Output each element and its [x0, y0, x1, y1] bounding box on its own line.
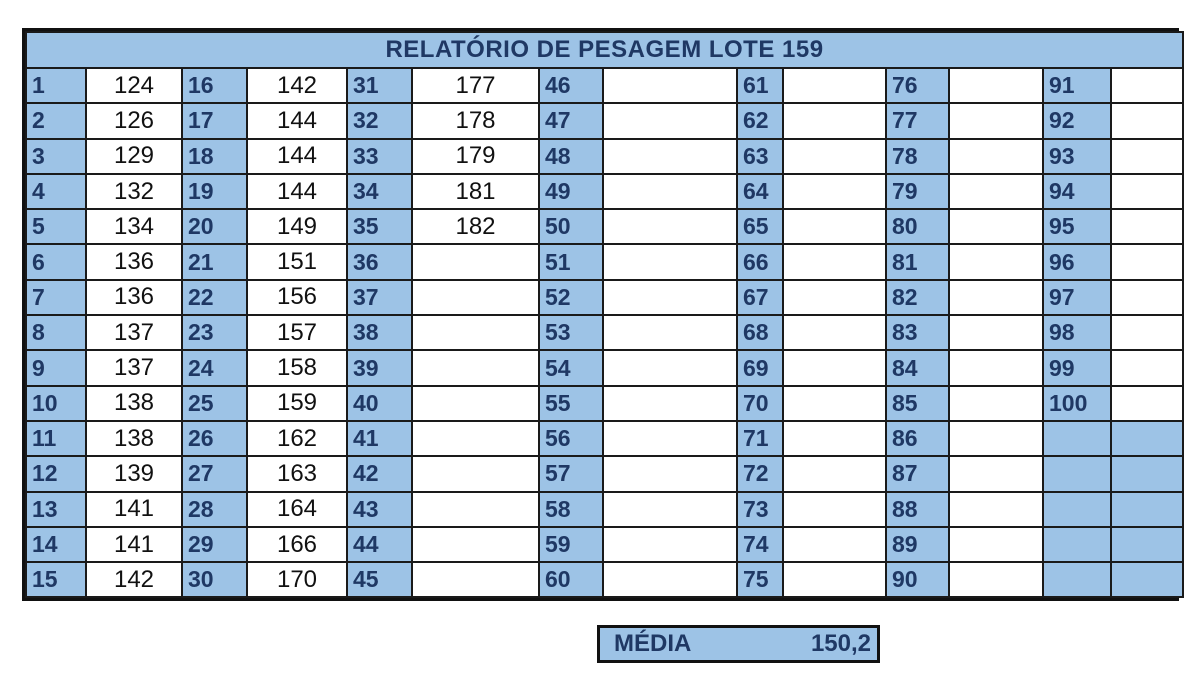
- empty-cell: [1111, 456, 1183, 491]
- weight-cell: [783, 315, 886, 350]
- table-row: [26, 209, 1183, 244]
- item-number: 45: [347, 562, 412, 597]
- weight-cell: [1111, 103, 1183, 138]
- weight-cell: [949, 68, 1043, 103]
- item-number: 79: [886, 174, 949, 209]
- item-number: 35: [347, 209, 412, 244]
- item-number: 82: [886, 280, 949, 315]
- average-label: MÉDIA: [614, 630, 692, 657]
- item-number: 88: [886, 492, 949, 527]
- item-number: 44: [347, 527, 412, 562]
- weight-cell: 179: [412, 139, 539, 174]
- table-row: [26, 527, 1183, 562]
- item-number: 62: [737, 103, 783, 138]
- item-number: 63: [737, 139, 783, 174]
- weight-cell: [412, 386, 539, 421]
- item-number: 15: [26, 562, 86, 597]
- item-number: 12: [26, 456, 86, 491]
- table-row: [26, 103, 1183, 138]
- weight-cell: [603, 492, 737, 527]
- weight-cell: 139: [86, 456, 182, 491]
- item-number: 17: [182, 103, 247, 138]
- weight-cell: 129: [86, 139, 182, 174]
- item-number: 19: [182, 174, 247, 209]
- empty-cell: [1111, 421, 1183, 456]
- weight-cell: [783, 421, 886, 456]
- item-number: 72: [737, 456, 783, 491]
- weight-cell: 137: [86, 315, 182, 350]
- weight-cell: [783, 562, 886, 597]
- item-number: 6: [26, 244, 86, 279]
- item-number: 93: [1043, 139, 1111, 174]
- empty-cell: [1043, 456, 1111, 491]
- weight-cell: [412, 562, 539, 597]
- empty-cell: [1043, 492, 1111, 527]
- item-number: 9: [26, 350, 86, 385]
- item-number: 33: [347, 139, 412, 174]
- weight-cell: 138: [86, 421, 182, 456]
- weight-cell: [412, 350, 539, 385]
- item-number: 74: [737, 527, 783, 562]
- weight-cell: [949, 244, 1043, 279]
- weight-cell: 137: [86, 350, 182, 385]
- item-number: 4: [26, 174, 86, 209]
- empty-cell: [1111, 562, 1183, 597]
- item-number: 83: [886, 315, 949, 350]
- item-number: 55: [539, 386, 603, 421]
- item-number: 77: [886, 103, 949, 138]
- item-number: 20: [182, 209, 247, 244]
- weight-cell: [603, 139, 737, 174]
- item-number: 34: [347, 174, 412, 209]
- item-number: 60: [539, 562, 603, 597]
- item-number: 80: [886, 209, 949, 244]
- weight-cell: [603, 209, 737, 244]
- item-number: 43: [347, 492, 412, 527]
- weight-cell: 126: [86, 103, 182, 138]
- item-number: 65: [737, 209, 783, 244]
- item-number: 29: [182, 527, 247, 562]
- table-row: [26, 456, 1183, 491]
- item-number: 90: [886, 562, 949, 597]
- item-number: 18: [182, 139, 247, 174]
- weight-cell: 142: [247, 68, 347, 103]
- item-number: 71: [737, 421, 783, 456]
- weight-cell: 134: [86, 209, 182, 244]
- weight-cell: [783, 103, 886, 138]
- item-number: 61: [737, 68, 783, 103]
- item-number: 89: [886, 527, 949, 562]
- item-number: 84: [886, 350, 949, 385]
- item-number: 8: [26, 315, 86, 350]
- weight-cell: [412, 527, 539, 562]
- item-number: 38: [347, 315, 412, 350]
- item-number: 68: [737, 315, 783, 350]
- item-number: 10: [26, 386, 86, 421]
- weight-cell: [949, 103, 1043, 138]
- weight-cell: [949, 456, 1043, 491]
- weighing-report-sheet: [22, 28, 1179, 601]
- item-number: 97: [1043, 280, 1111, 315]
- weight-cell: [949, 209, 1043, 244]
- weight-cell: [1111, 244, 1183, 279]
- item-number: 54: [539, 350, 603, 385]
- item-number: 92: [1043, 103, 1111, 138]
- empty-cell: [1043, 562, 1111, 597]
- item-number: 25: [182, 386, 247, 421]
- weight-cell: [412, 280, 539, 315]
- report-title: RELATÓRIO DE PESAGEM LOTE 159: [26, 32, 1183, 68]
- weight-cell: [1111, 386, 1183, 421]
- item-number: 1: [26, 68, 86, 103]
- weight-cell: [603, 350, 737, 385]
- item-number: 59: [539, 527, 603, 562]
- weight-cell: [949, 280, 1043, 315]
- average-value: 150,2: [810, 630, 871, 657]
- item-number: 52: [539, 280, 603, 315]
- weight-cell: [603, 174, 737, 209]
- item-number: 47: [539, 103, 603, 138]
- weight-cell: [1111, 209, 1183, 244]
- item-number: 67: [737, 280, 783, 315]
- item-number: 48: [539, 139, 603, 174]
- weight-cell: [603, 421, 737, 456]
- item-number: 14: [26, 527, 86, 562]
- weight-cell: 159: [247, 386, 347, 421]
- weighing-table: [25, 31, 1184, 598]
- weight-cell: 181: [412, 174, 539, 209]
- weight-cell: [603, 68, 737, 103]
- item-number: 41: [347, 421, 412, 456]
- item-number: 31: [347, 68, 412, 103]
- weight-cell: [783, 209, 886, 244]
- weight-cell: [949, 421, 1043, 456]
- weight-cell: [949, 562, 1043, 597]
- item-number: 16: [182, 68, 247, 103]
- weight-cell: [949, 139, 1043, 174]
- item-number: 36: [347, 244, 412, 279]
- weight-cell: 164: [247, 492, 347, 527]
- weight-cell: [783, 244, 886, 279]
- item-number: 64: [737, 174, 783, 209]
- item-number: 98: [1043, 315, 1111, 350]
- item-number: 51: [539, 244, 603, 279]
- weight-cell: [412, 421, 539, 456]
- table-row: [26, 174, 1183, 209]
- item-number: 37: [347, 280, 412, 315]
- weight-cell: [1111, 68, 1183, 103]
- item-number: 49: [539, 174, 603, 209]
- weight-cell: [783, 386, 886, 421]
- empty-cell: [1043, 527, 1111, 562]
- weight-cell: [783, 492, 886, 527]
- item-number: 39: [347, 350, 412, 385]
- weight-cell: [1111, 139, 1183, 174]
- weight-cell: 170: [247, 562, 347, 597]
- weight-cell: 162: [247, 421, 347, 456]
- item-number: 75: [737, 562, 783, 597]
- weight-cell: 136: [86, 280, 182, 315]
- weight-cell: 144: [247, 139, 347, 174]
- item-number: 85: [886, 386, 949, 421]
- item-number: 70: [737, 386, 783, 421]
- item-number: 81: [886, 244, 949, 279]
- weight-cell: 151: [247, 244, 347, 279]
- item-number: 3: [26, 139, 86, 174]
- item-number: 95: [1043, 209, 1111, 244]
- weight-cell: [412, 244, 539, 279]
- weight-cell: [783, 527, 886, 562]
- weight-cell: [1111, 174, 1183, 209]
- table-row: [26, 386, 1183, 421]
- item-number: 27: [182, 456, 247, 491]
- item-number: 7: [26, 280, 86, 315]
- weight-cell: [949, 386, 1043, 421]
- item-number: 86: [886, 421, 949, 456]
- weight-cell: [783, 350, 886, 385]
- weight-cell: 136: [86, 244, 182, 279]
- weight-cell: 144: [247, 174, 347, 209]
- average-summary: [597, 625, 880, 663]
- weight-cell: 141: [86, 527, 182, 562]
- item-number: 42: [347, 456, 412, 491]
- item-number: 24: [182, 350, 247, 385]
- item-number: 91: [1043, 68, 1111, 103]
- weight-cell: [1111, 280, 1183, 315]
- table-row: [26, 315, 1183, 350]
- weight-cell: 141: [86, 492, 182, 527]
- table-row: [26, 280, 1183, 315]
- table-row: [26, 68, 1183, 103]
- item-number: 53: [539, 315, 603, 350]
- weight-cell: [783, 68, 886, 103]
- weight-cell: [603, 244, 737, 279]
- weight-cell: [783, 174, 886, 209]
- item-number: 30: [182, 562, 247, 597]
- item-number: 2: [26, 103, 86, 138]
- weight-cell: [949, 492, 1043, 527]
- weight-cell: [412, 456, 539, 491]
- weight-cell: [603, 527, 737, 562]
- item-number: 73: [737, 492, 783, 527]
- weight-cell: 178: [412, 103, 539, 138]
- item-number: 23: [182, 315, 247, 350]
- item-number: 46: [539, 68, 603, 103]
- weight-cell: 177: [412, 68, 539, 103]
- weight-cell: [412, 492, 539, 527]
- item-number: 32: [347, 103, 412, 138]
- weight-cell: [949, 174, 1043, 209]
- item-number: 56: [539, 421, 603, 456]
- empty-cell: [1043, 421, 1111, 456]
- weight-cell: 156: [247, 280, 347, 315]
- weight-cell: [1111, 315, 1183, 350]
- table-row: [26, 562, 1183, 597]
- empty-cell: [1111, 527, 1183, 562]
- weight-cell: 157: [247, 315, 347, 350]
- weight-cell: [949, 527, 1043, 562]
- item-number: 78: [886, 139, 949, 174]
- item-number: 22: [182, 280, 247, 315]
- table-row: [26, 244, 1183, 279]
- weight-cell: [783, 139, 886, 174]
- weight-cell: [603, 386, 737, 421]
- weight-cell: 144: [247, 103, 347, 138]
- weight-cell: [603, 456, 737, 491]
- item-number: 26: [182, 421, 247, 456]
- table-row: [26, 350, 1183, 385]
- weight-cell: [412, 315, 539, 350]
- weight-cell: 158: [247, 350, 347, 385]
- item-number: 21: [182, 244, 247, 279]
- weight-cell: [949, 350, 1043, 385]
- item-number: 5: [26, 209, 86, 244]
- weight-cell: [783, 456, 886, 491]
- item-number: 99: [1043, 350, 1111, 385]
- weight-cell: 149: [247, 209, 347, 244]
- item-number: 13: [26, 492, 86, 527]
- item-number: 94: [1043, 174, 1111, 209]
- item-number: 40: [347, 386, 412, 421]
- item-number: 66: [737, 244, 783, 279]
- weight-cell: [603, 562, 737, 597]
- weight-cell: [603, 280, 737, 315]
- table-row: [26, 139, 1183, 174]
- weight-cell: 182: [412, 209, 539, 244]
- weight-cell: 138: [86, 386, 182, 421]
- item-number: 96: [1043, 244, 1111, 279]
- item-number: 100: [1043, 386, 1111, 421]
- weight-cell: 124: [86, 68, 182, 103]
- weight-cell: [783, 280, 886, 315]
- item-number: 69: [737, 350, 783, 385]
- weight-cell: 132: [86, 174, 182, 209]
- item-number: 87: [886, 456, 949, 491]
- empty-cell: [1111, 492, 1183, 527]
- weight-cell: [1111, 350, 1183, 385]
- weight-cell: [603, 103, 737, 138]
- item-number: 58: [539, 492, 603, 527]
- item-number: 57: [539, 456, 603, 491]
- item-number: 76: [886, 68, 949, 103]
- table-row: [26, 492, 1183, 527]
- item-number: 28: [182, 492, 247, 527]
- weight-cell: 166: [247, 527, 347, 562]
- weight-cell: 163: [247, 456, 347, 491]
- table-row: [26, 421, 1183, 456]
- weight-cell: [603, 315, 737, 350]
- item-number: 11: [26, 421, 86, 456]
- item-number: 50: [539, 209, 603, 244]
- weight-cell: 142: [86, 562, 182, 597]
- weight-cell: [949, 315, 1043, 350]
